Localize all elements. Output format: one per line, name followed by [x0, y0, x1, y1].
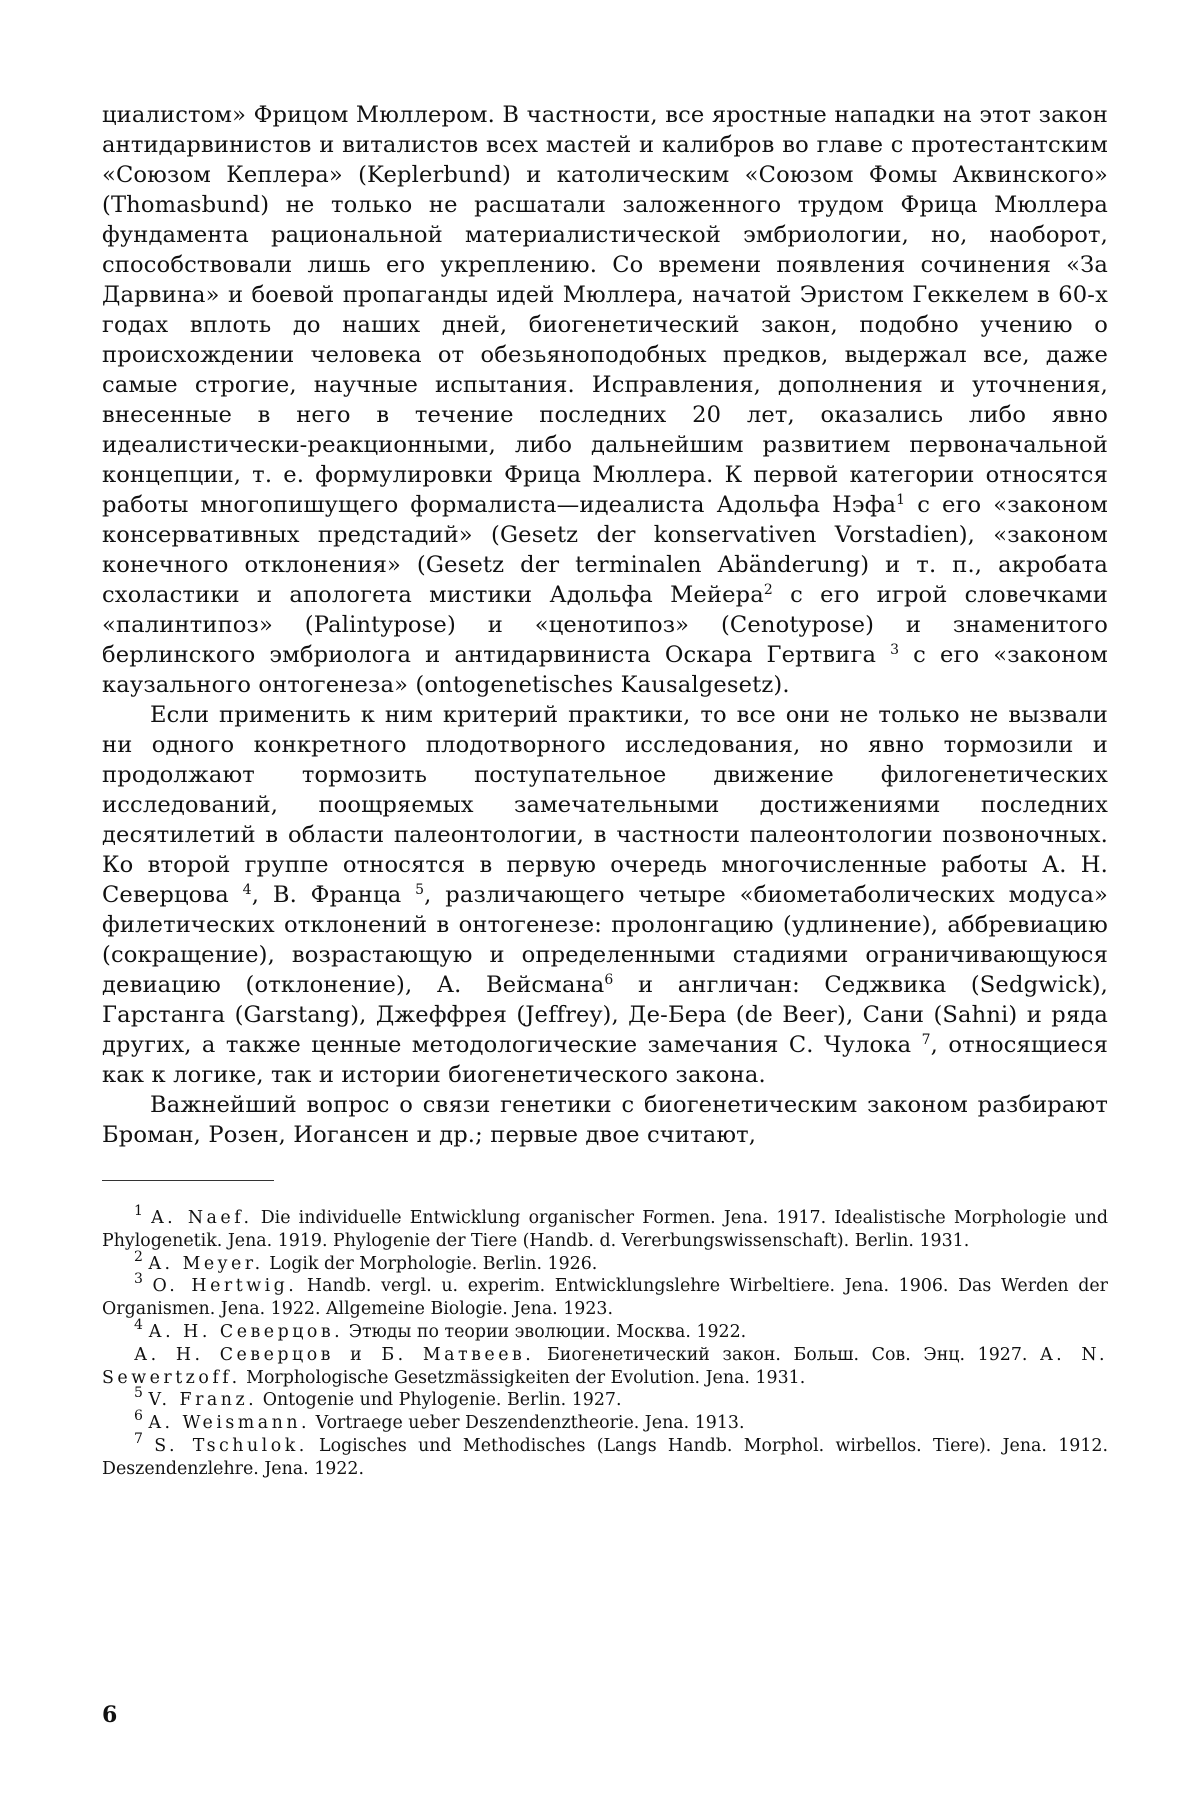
paragraph-1-text-c: с его игрой словечками «палинтипоз» (Palintypose) и «ценотипоз» (Cenotypose) и знаменитого берлинского эмбриолога и антидарвиниста Оскара Гертвига	[102, 582, 1108, 668]
footnote-1-text: Die individuelle Entwicklung organischer Formen. Jena. 1917. Idealistische Morphologie und Phylogenetik. Jena. 1919. Phylogenie der Tiere (Handb. d. Vererbungswissenschaft). Berlin. 1931.	[102, 1208, 1108, 1251]
footnote-divider	[102, 1180, 274, 1181]
paragraph-2-text-c: , различающего четыре «биометаболических модуса» филетических отклонений в онтогенезе: пролонгацию (удлинение), аббревиацию (сокращение), возрастающую и определенными стадиями ограничивающуюся девиацию (отклонение), А. Вейсмана	[102, 882, 1108, 998]
paragraph-2-text-b: , В. Франца	[251, 882, 416, 908]
footnote-4b-author: А. Н. Северцов и Б. Матвеев.	[134, 1344, 535, 1365]
footnote-ref-6: 6	[604, 972, 614, 988]
footnote-6-number: 6	[134, 1408, 143, 1425]
footnote-ref-2: 2	[763, 582, 773, 598]
footnote-4c-author: A. N. Sewertzoff.	[102, 1344, 1109, 1388]
page-number: 6	[102, 1702, 118, 1728]
footnote-ref-4: 4	[242, 882, 252, 898]
footnote-6	[102, 1408, 1108, 1435]
footnote-1	[102, 1203, 1108, 1253]
paragraph-3-text: Важнейший вопрос о связи генетики с биогенетическим законом разбирают Броман, Розен, Иогансен и др.; первые двое считают,	[102, 1092, 1108, 1148]
footnote-3-text: Handb. vergl. u. experim. Entwicklungslehre Wirbeltiere. Jena. 1906. Das Werden der Organismen. Jena. 1922. Allgemeine Biologie. Jena. 1923.	[102, 1276, 1108, 1320]
paragraph-2-text-e: , относящиеся как к логике, так и истории биогенетического закона.	[102, 1032, 1109, 1088]
footnote-4-author: А. Н. Северцов.	[148, 1321, 344, 1342]
footnote-5-author: V. Franz.	[148, 1390, 258, 1411]
paragraph-1	[102, 100, 1108, 700]
footnote-ref-3: 3	[890, 642, 900, 658]
footnote-3-author: O. Hertwig.	[152, 1276, 298, 1297]
paragraph-2-text: Если применить к ним критерий практики, то все они не только не вызвали ни одного конкретного плодотворного исследования, но явно тормозили и продолжают тормозить поступательное движение филогенетических исследований, поощряемых замечательными достижениями последних десятилетий в области палеонтологии, в частности палеонтологии позвоночных. Ко второй группе относятся в первую очередь многочисленные работы А. Н. Северцова	[102, 702, 1108, 908]
paragraph-2-text-d: и англичан: Седжвика (Sedgwick), Гарстанга (Garstang), Джеффрея (Jeffrey), Де-Бера (de Beer), Сани (Sahni) и ряда других, а также ценные методологические замечания С. Чулока	[102, 972, 1108, 1058]
footnote-6-text: Vortraege ueber Deszendenztheorie. Jena. 1913.	[310, 1413, 745, 1434]
footnote-4-text: Этюды по теории эволюции. Москва. 1922.	[343, 1321, 747, 1342]
footnote-ref-1: 1	[896, 492, 906, 508]
footnote-4	[102, 1316, 1108, 1344]
paragraph-1-text-b: с его «законом консервативных предстадий» (Gesetz der konservativen Vorstadien), «законом конечного отклонения» (Gesetz der terminalen Abänderung) и т. п., акробата схоластики и апологета мистики Адольфа Мейера	[102, 492, 1108, 608]
main-text	[102, 100, 1108, 1150]
footnote-4b-text: Биогенетический закон. Больш. Сов. Энц. 1927.	[534, 1344, 1028, 1365]
paragraph-2	[102, 700, 1108, 1090]
footnote-4c-text: Morphologische Gesetzmässigkeiten der Evolution. Jena. 1931.	[240, 1367, 806, 1388]
paragraph-1-text-d: с его «законом каузального онтогенеза» (ontogenetisches Kausalgesetz).	[102, 642, 1108, 698]
footnote-4-number: 4	[134, 1316, 143, 1333]
footnote-5-number: 5	[134, 1385, 143, 1402]
footnote-7	[102, 1430, 1108, 1481]
footnote-1-number: 1	[134, 1203, 143, 1219]
footnote-2-author: A. Meyer.	[148, 1253, 264, 1274]
footnote-5-text: Ontogenie und Phylogenie. Berlin. 1927.	[257, 1390, 622, 1411]
footnote-2-text: Logik der Morphologie. Berlin. 1926.	[263, 1253, 598, 1274]
footnotes	[102, 1203, 1109, 1481]
footnote-2	[102, 1248, 1108, 1276]
footnote-4-continued	[102, 1344, 1108, 1390]
footnote-7-number: 7	[134, 1430, 143, 1447]
paragraph-1-text: циалистом» Фрицом Мюллером. В частности, все яростные нападки на этот закон антидарвинистов и виталистов всех мастей и калибров во главе с протестантским «Союзом Кеплера» (Keplerbund) и католическим «Союзом Фомы Аквинского» (Thomasbund) не только не расшатали заложенного трудом Фрица Мюллера фундамента рациональной материалистической эмбриологии, но, наоборот, способствовали лишь его укреплению. Со времени появления сочинения «За Дарвина» и боевой пропаганды идей Мюллера, начатой Эристом Геккелем в 60-х годах вплоть до наших дней, биогенетический закон, подобно учению о происхождении человека от обезьяноподобных предков, выдержал все, даже самые строгие, научные испытания. Исправления, дополнения и уточнения, внесенные в него в течение последних 20 лет, оказались либо явно идеалистически-реакционными, либо дальнейшим развитием первоначальной концепции, т. е. формулировки Фрица Мюллера. К первой категории относятся работы многопишущего формалиста—идеалиста Адольфа Нэфа	[102, 102, 1108, 518]
paragraph-3	[102, 1090, 1108, 1150]
footnote-1-author: A. Naef.	[151, 1208, 253, 1228]
footnote-2-number: 2	[134, 1248, 143, 1265]
footnote-ref-7: 7	[921, 1032, 931, 1048]
footnote-3-number: 3	[134, 1271, 143, 1288]
footnote-5	[102, 1385, 1108, 1412]
footnote-6-author: A. Weismann.	[148, 1413, 311, 1434]
footnote-3	[102, 1271, 1108, 1321]
footnote-ref-5: 5	[415, 882, 425, 898]
footnote-7-author: S. Tschulok.	[154, 1435, 308, 1456]
footnote-7-text: Logisches und Methodisches (Langs Handb. Morphol. wirbellos. Tiere). Jena. 1912. Deszendenzlehre. Jena. 1922.	[102, 1435, 1108, 1479]
